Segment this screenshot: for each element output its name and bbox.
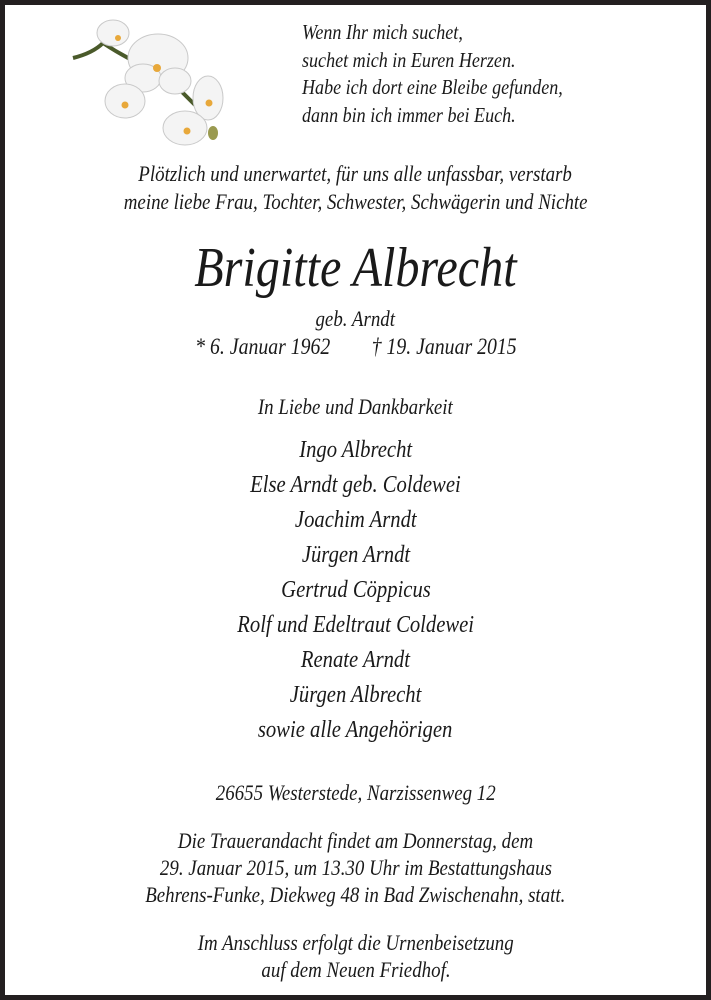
mourner: Jürgen Albrecht <box>289 682 422 708</box>
deceased-name: Brigitte Albrecht <box>194 237 517 299</box>
mourner: Rolf und Edeltraut Coldewei <box>237 612 474 638</box>
service-line: 29. Januar 2015, um 13.30 Uhr im Bestattungshaus <box>159 855 552 880</box>
address: 26655 Westerstede, Narzissenweg 12 <box>215 780 496 805</box>
mourner: Joachim Arndt <box>294 507 417 533</box>
mourner: Else Arndt geb. Coldewei <box>250 472 461 498</box>
birth-date: * 6. Januar 1962 <box>194 334 330 359</box>
mourner: Ingo Albrecht <box>299 437 412 463</box>
mourner: Jürgen Arndt <box>301 542 410 568</box>
mourner: Gertrud Cöppicus <box>280 577 431 603</box>
intro-line: meine liebe Frau, Tochter, Schwester, Schwägerin und Nichte <box>123 189 588 214</box>
burial-line: auf dem Neuen Friedhof. <box>260 957 451 982</box>
service-line: Behrens-Funke, Diekweg 48 in Bad Zwischenahn, statt. <box>145 882 566 907</box>
mourner: sowie alle Angehörigen <box>258 717 453 743</box>
mourners-heading: In Liebe und Dankbarkeit <box>258 394 453 419</box>
burial-line: Im Anschluss erfolgt die Urnenbeisetzung <box>197 930 514 955</box>
poem-line: Wenn Ihr mich suchet, <box>302 20 463 44</box>
mourner: Renate Arndt <box>300 647 411 673</box>
orchid-image <box>63 13 233 153</box>
maiden-name: geb. Arndt <box>315 306 396 331</box>
poem-line: suchet mich in Euren Herzen. <box>302 48 516 72</box>
intro-line: Plötzlich und unerwartet, für uns alle unfassbar, verstarb <box>138 161 573 186</box>
poem-line: Habe ich dort eine Bleibe gefunden, <box>302 75 563 99</box>
life-dates <box>5 335 706 358</box>
service-line: Die Trauerandacht findet am Donnerstag, dem <box>177 828 534 853</box>
death-date: † 19. Januar 2015 <box>371 334 517 359</box>
poem-line: dann bin ich immer bei Euch. <box>302 103 516 127</box>
